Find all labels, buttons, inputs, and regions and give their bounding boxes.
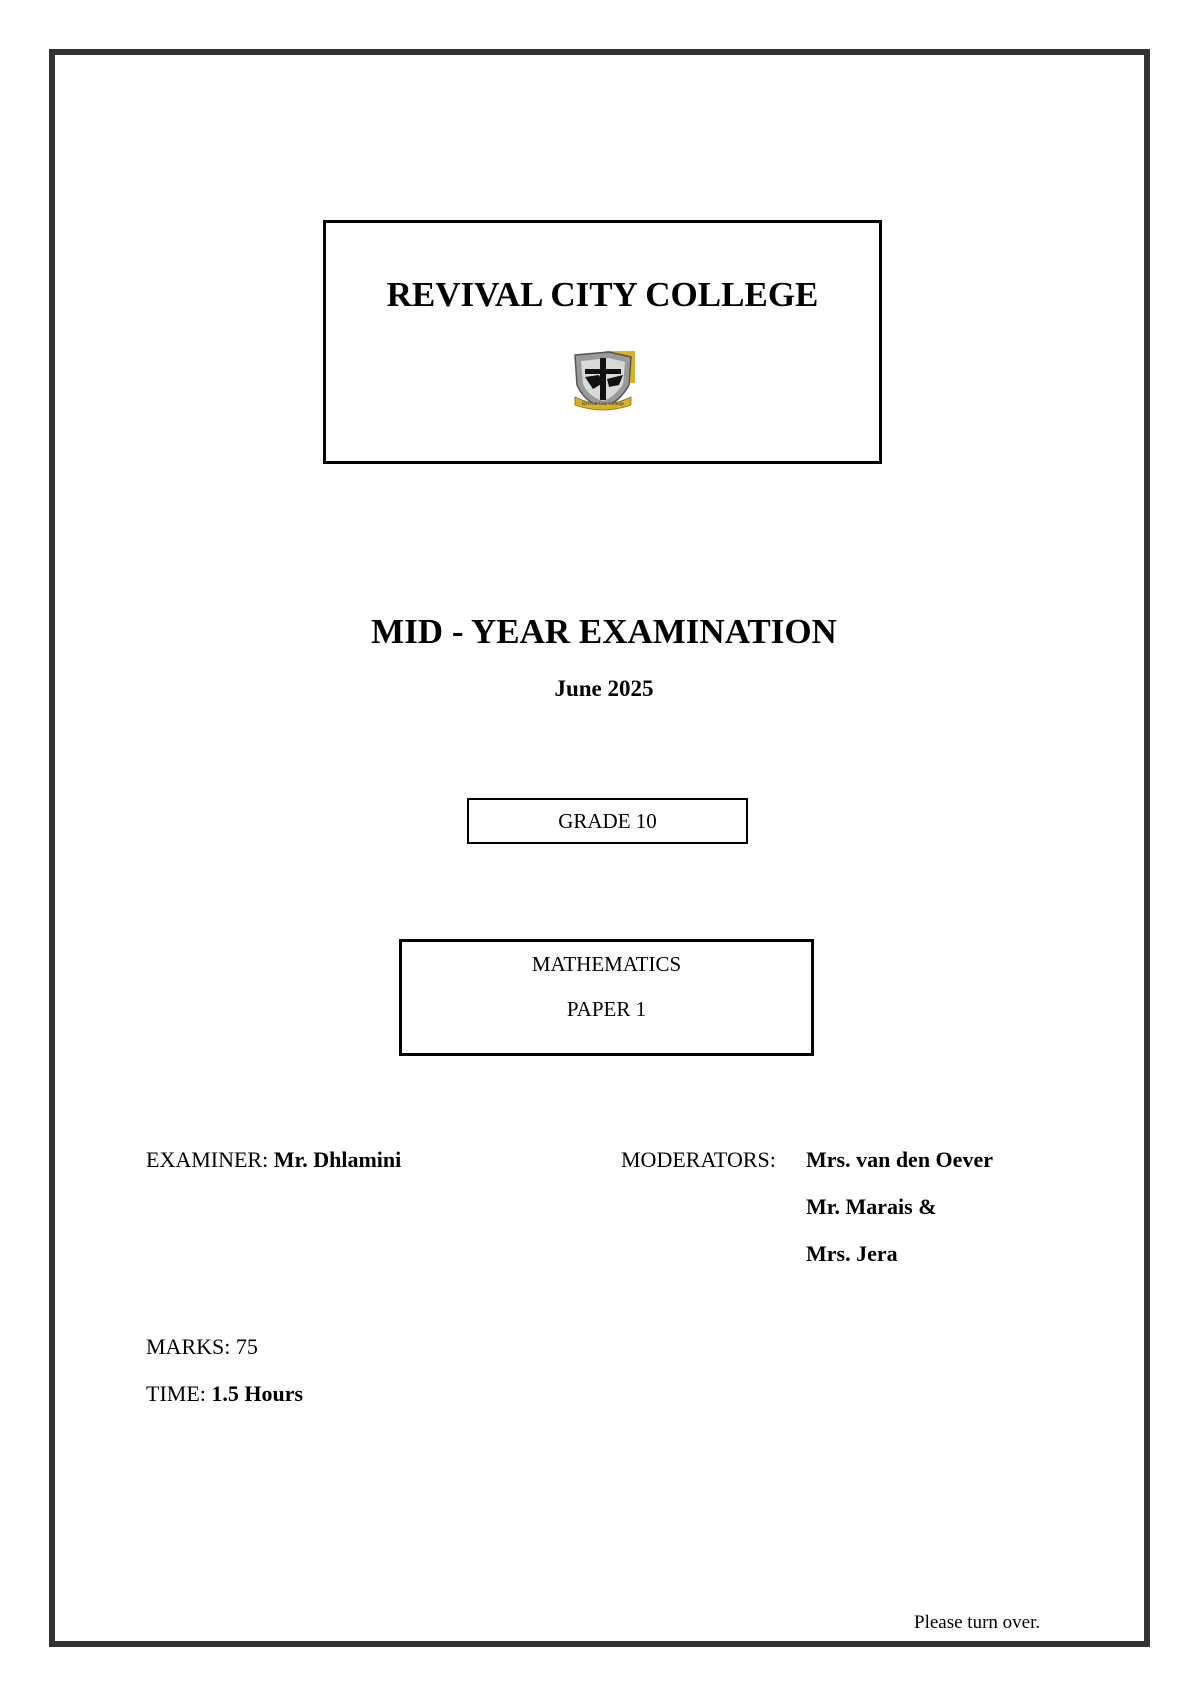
- school-crest-icon: [569, 349, 637, 413]
- paper-number: PAPER 1: [566, 997, 647, 1021]
- time-value: 1.5 Hours: [211, 1381, 304, 1406]
- examiner: [146, 1147, 401, 1173]
- turn-over-note: Please turn over.: [914, 1612, 1041, 1633]
- time: [146, 1381, 303, 1407]
- marks: [146, 1334, 258, 1360]
- moderators-label: MODERATORS:: [621, 1147, 776, 1172]
- examiner-name: Mr. Dhlamini: [273, 1147, 402, 1172]
- marks-value: 75: [235, 1334, 258, 1359]
- subject-name: MATHEMATICS: [531, 952, 682, 976]
- college-header-box: [323, 220, 882, 464]
- college-name: REVIVAL CITY COLLEGE: [386, 275, 819, 314]
- marks-label: MARKS:: [146, 1334, 231, 1359]
- grade-box: GRADE 10: [467, 798, 748, 844]
- moderator-2: Mr. Marais &: [806, 1194, 937, 1219]
- exam-title: MID - YEAR EXAMINATION: [371, 612, 837, 651]
- moderator-1: Mrs. van den Oever: [806, 1147, 993, 1172]
- svg-text:Revival City College: Revival City College: [581, 402, 625, 407]
- time-label: TIME:: [146, 1381, 206, 1406]
- moderator-3: Mrs. Jera: [806, 1241, 898, 1266]
- subject-box: [399, 939, 814, 1056]
- examiner-label: EXAMINER:: [146, 1147, 269, 1172]
- exam-date: June 2025: [554, 676, 654, 701]
